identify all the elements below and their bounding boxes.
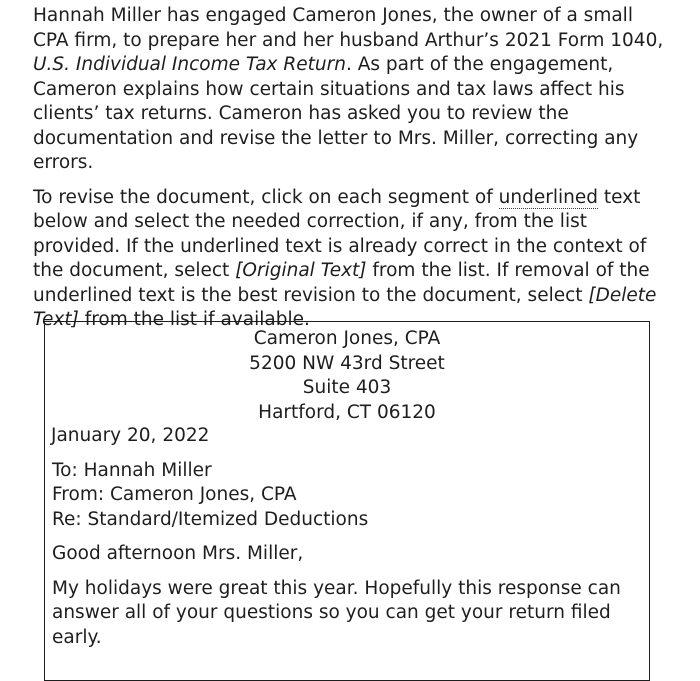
memo-from: From: Cameron Jones, CPA	[52, 484, 297, 505]
memo-block	[52, 459, 649, 533]
scenario-paragraph	[33, 4, 673, 176]
scenario-text-2: . As part of the engagement, Cameron explains how certain situations and tax laws affect his clients’ tax returns. Cameron has asked you to review the documentation and revise the letter to Mrs. Miller, correcting any errors.	[33, 54, 639, 173]
scenario-text-1: Hannah Miller has engaged Cameron Jones, the owner of a small CPA firm, to prepare her and her husband Arthur’s 2021 Form 1040,	[33, 5, 664, 51]
directions-paragraph	[33, 186, 673, 333]
form-title: U.S. Individual Income Tax Return	[33, 54, 346, 75]
delete-text-option: [Delete Text]	[33, 284, 657, 330]
directions-text-2: text below and select the needed correction, if any, from the list provided. If the underlined text is already correct in the context of the document, select	[33, 186, 647, 281]
memo-to: To: Hannah Miller	[52, 459, 212, 481]
letter-date: January 20, 2022	[51, 425, 210, 446]
letter-greeting: Good afternoon Mrs. Miller,	[52, 543, 304, 564]
letterhead	[45, 327, 649, 425]
instructions	[33, 4, 673, 343]
directions-text-1: To revise the document, click on each segment of	[33, 186, 499, 208]
letter-body-paragraph: My holidays were great this year. Hopefully this response can answer all of your questions so you can get your return filed early.	[52, 577, 621, 648]
underlined-example: underlined	[498, 186, 598, 208]
directions-text-4: from the list if available.	[78, 309, 310, 330]
directions-text-3: from the list. If removal of the underlined text is the best revision to the document, select	[33, 260, 650, 306]
letterhead-street: 5200 NW 43rd Street	[249, 352, 445, 374]
letterhead-name: Cameron Jones, CPA	[253, 328, 441, 349]
letterhead-suite: Suite 403	[302, 377, 392, 398]
letterhead-city: Hartford, CT 06120	[258, 401, 436, 423]
letter-document	[44, 321, 650, 681]
memo-re: Re: Standard/Itemized Deductions	[52, 508, 369, 530]
original-text-option: [Original Text]	[235, 260, 367, 281]
